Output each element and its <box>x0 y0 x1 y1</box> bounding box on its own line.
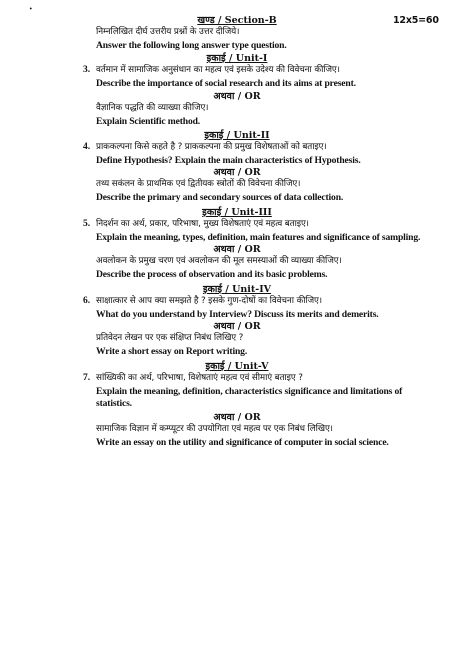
question-6-or-hindi: प्रतिवेदन लेखन पर एक संक्षिप्त निबंध लिखिए ? <box>96 333 244 343</box>
question-3-or-english: Explain Scientific method. <box>96 116 201 127</box>
question-5-english: Explain the meaning, types, definition, main features and significance of sampling. <box>96 232 421 243</box>
question-5-or-english: Describe the process of observation and its basic problems. <box>96 269 328 280</box>
question-3-or-hindi: वैज्ञानिक पद्धति की व्याख्या कीजिए। <box>96 103 209 113</box>
question-5-or-hindi: अवलोकन के प्रमुख चरण एवं अवलोकन की मूल समस्याओं की व्याख्या कीजिए। <box>96 256 342 266</box>
question-3-hindi: वर्तमान में सामाजिक अनुसंधान का महत्व एवं इसके उदेश्य की विवेचना कीजिए। <box>96 65 340 75</box>
question-7-or-english: Write an essay on the utility and significance of computer in social science. <box>96 437 389 448</box>
or-divider-q4 <box>0 167 474 178</box>
question-7-number: 7. <box>83 373 91 383</box>
or-divider-q3 <box>0 91 474 102</box>
question-4-number: 4. <box>83 142 91 152</box>
section-heading <box>0 15 474 26</box>
or-label: अथवा / OR <box>213 91 261 102</box>
question-6-number: 6. <box>83 296 91 306</box>
instruction-hindi: निम्नलिखित दीर्घ उत्तरीय प्रश्नों के उत्तर दीजिये। <box>96 27 240 37</box>
question-4-or-hindi: तथ्य सकंलन के प्राथमिक एवं द्वितीयक स्त्रोतों की विवेचना कीजिए। <box>96 179 301 189</box>
question-6-english: What do you understand by Interview? Discuss its merits and demerits. <box>96 309 379 320</box>
or-divider-q6 <box>0 321 474 332</box>
question-6-hindi: साक्षात्कार से आप क्या समझते है ? इसके गुण-दोषों का विवेचना कीजिए। <box>96 296 322 306</box>
section-title: खण्ड / Section-B <box>197 15 277 26</box>
question-7-hindi: सांख्यिकी का अर्थ, परिभाषा, विशेषताएं महत्व एवं सीमाएं बताइए ? <box>96 373 303 383</box>
unit-2-title: इकाई / Unit-II <box>204 130 270 141</box>
question-5-hindi: निदर्शन का अर्थ, प्रकार, परिभाषा, मुख्य विशेषताएं एवं महत्व बताइए। <box>96 219 309 229</box>
unit-2-heading <box>0 130 474 141</box>
marks-allocation: 12x5=60 <box>393 15 439 26</box>
question-4-hindi: प्राककल्पना किसे कहते है ? प्राककल्पना की प्रमुख विशेषताओं को बताइए। <box>96 142 327 152</box>
or-divider-q5 <box>0 244 474 255</box>
question-4-english: Define Hypothesis? Explain the main characteristics of Hypothesis. <box>96 155 361 166</box>
question-7-or-hindi: सामाजिक विज्ञान में कम्प्यूटर की उपयोगिता एवं महत्व पर एक निबंध लिखिए। <box>96 424 333 434</box>
or-label: अथवा / OR <box>213 412 261 423</box>
unit-5-title: इकाई / Unit-V <box>205 361 269 372</box>
or-label: अथवा / OR <box>213 167 261 178</box>
question-3-number: 3. <box>83 65 91 75</box>
unit-3-title: इकाई / Unit-III <box>202 207 272 218</box>
question-3-english: Describe the importance of social research and its aims at present. <box>96 78 356 89</box>
question-6-or-english: Write a short essay on Report writing. <box>96 346 248 357</box>
question-5-number: 5. <box>83 219 91 229</box>
unit-3-heading <box>0 207 474 218</box>
unit-1-heading <box>0 53 474 64</box>
unit-5-heading <box>0 361 474 372</box>
unit-4-heading <box>0 284 474 295</box>
page-marker: • <box>29 6 33 13</box>
question-7-english-line-2: statistics. <box>96 398 132 409</box>
question-4-or-english: Describe the primary and secondary sources of data collection. <box>96 192 344 203</box>
unit-4-title: इकाई / Unit-IV <box>202 284 272 295</box>
unit-1-title: इकाई / Unit-I <box>206 53 268 64</box>
or-label: अथवा / OR <box>213 244 261 255</box>
instruction-english: Answer the following long answer type question. <box>96 40 287 51</box>
or-label: अथवा / OR <box>213 321 261 332</box>
or-divider-q7 <box>0 412 474 423</box>
question-7-english-line-1: Explain the meaning, definition, characteristics significance and limitations of <box>96 386 403 397</box>
